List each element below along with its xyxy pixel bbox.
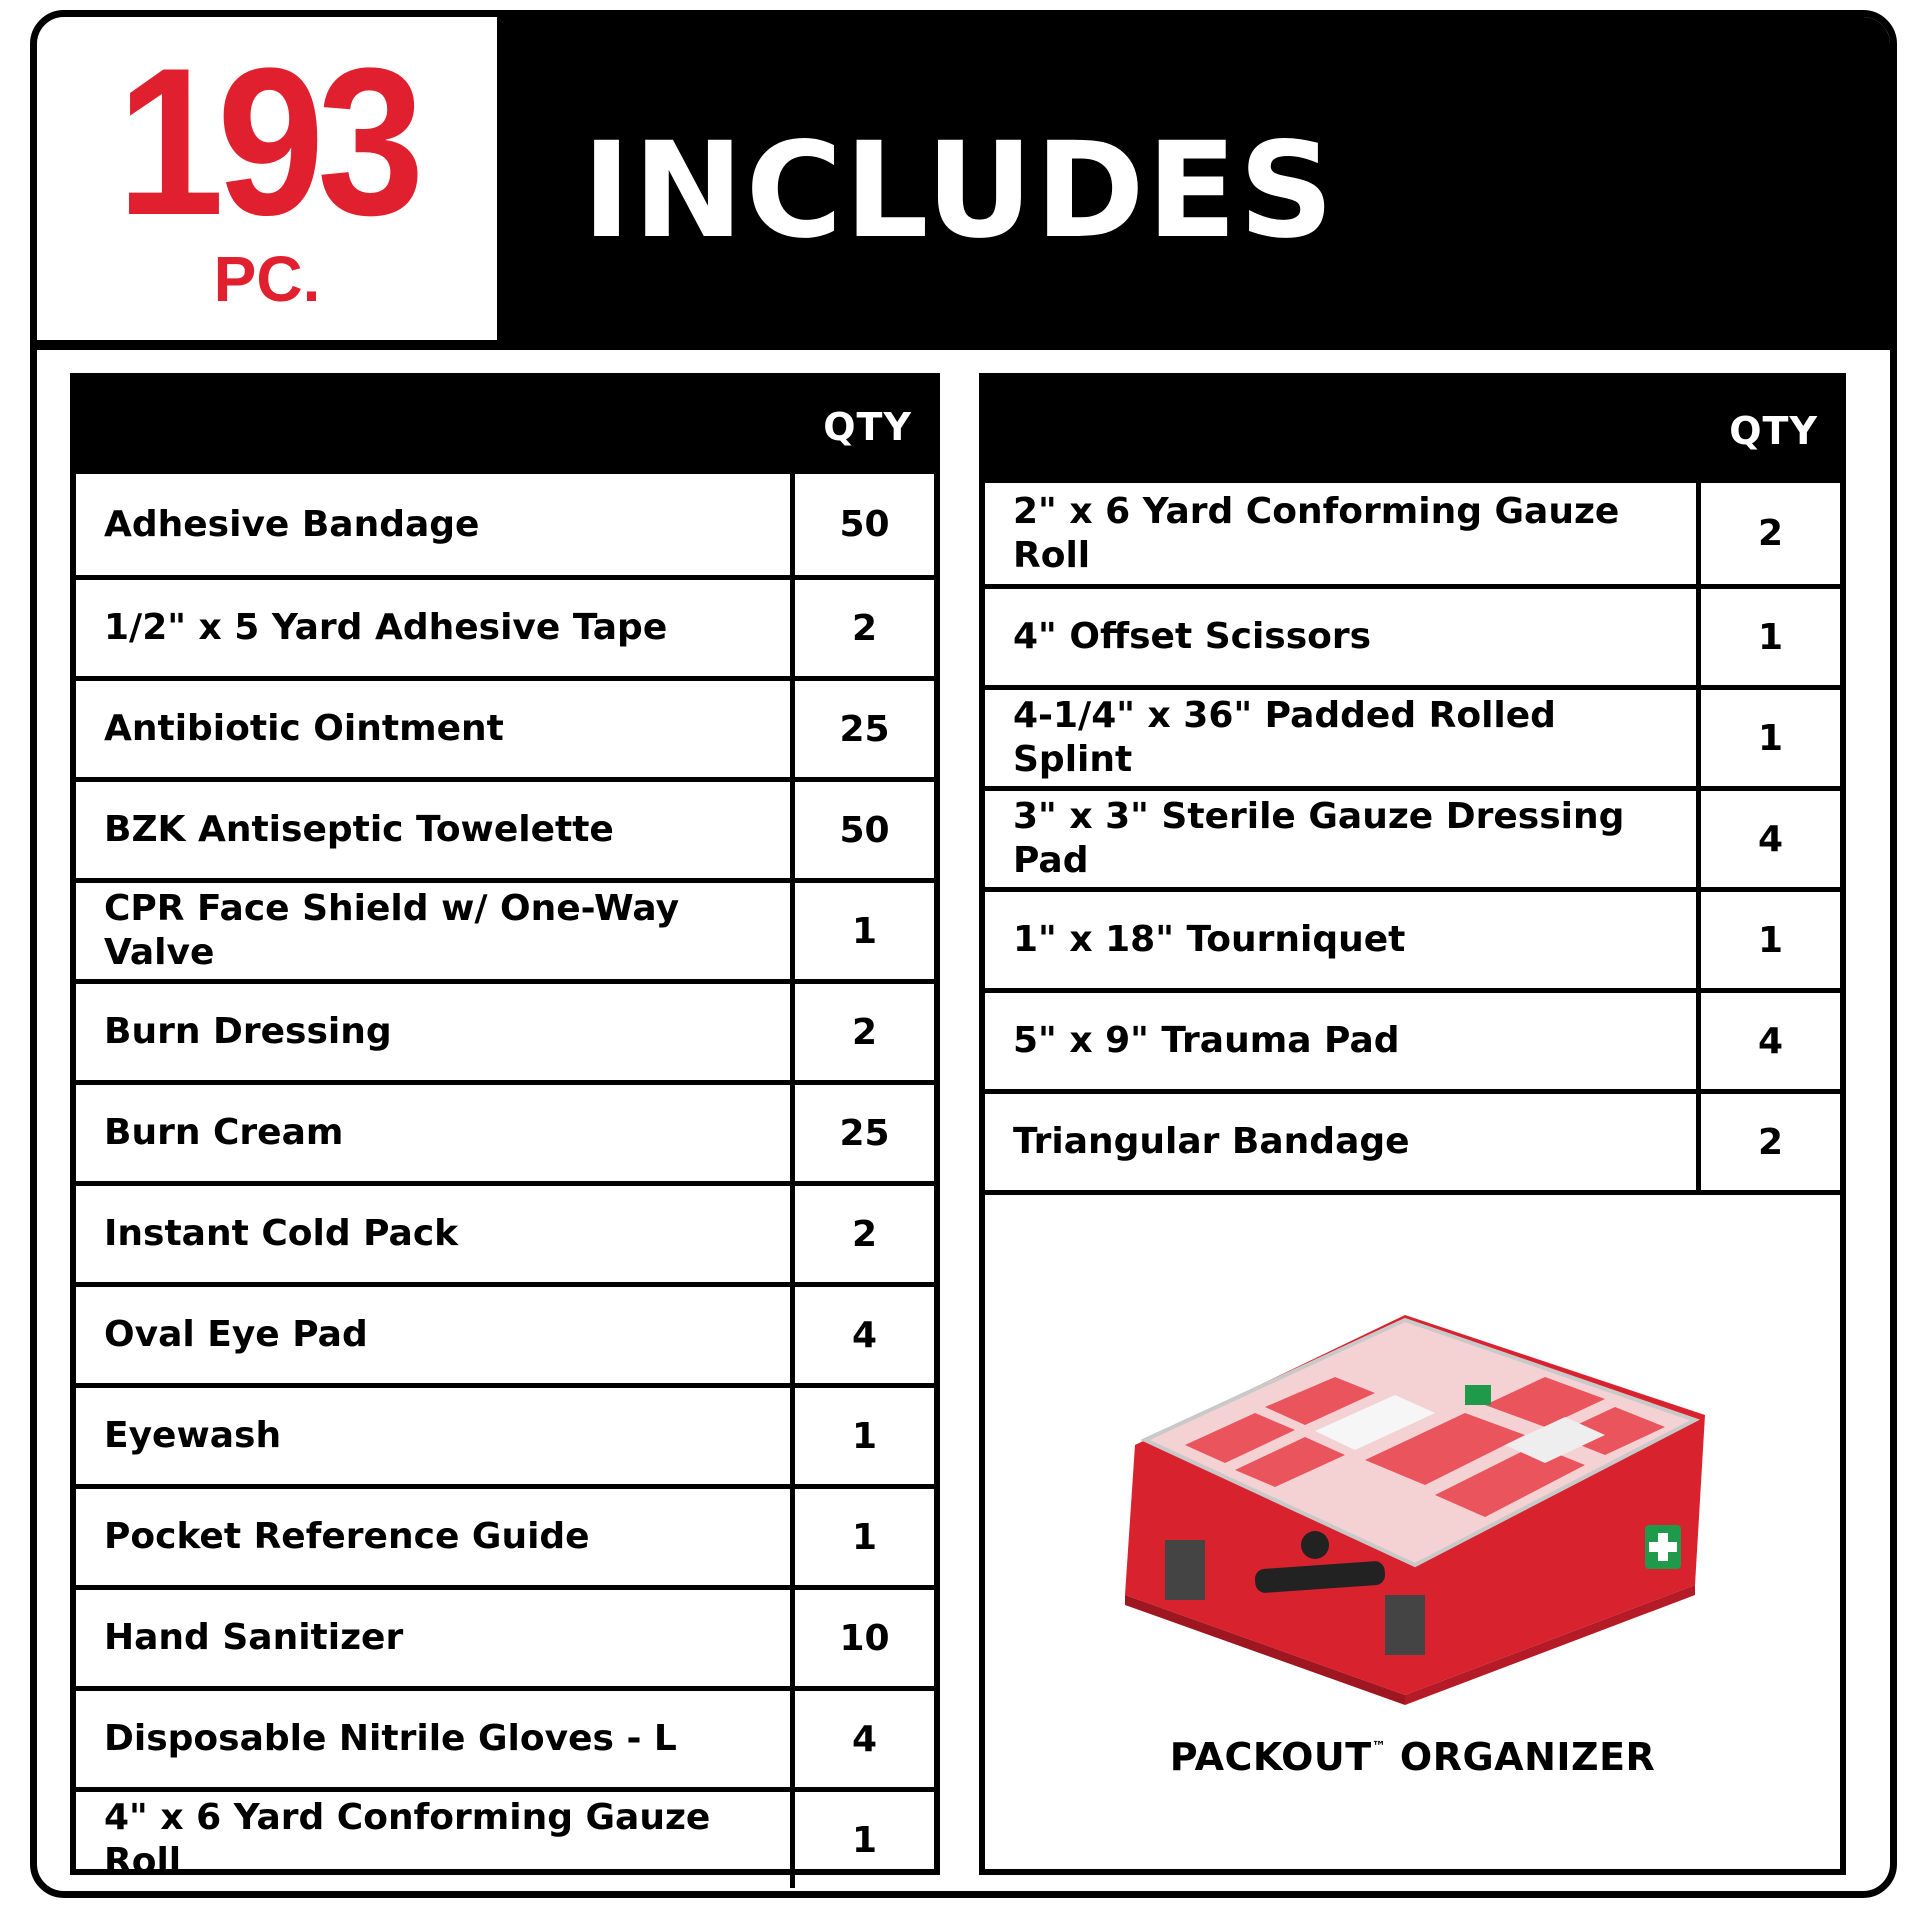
table-row bbox=[76, 474, 934, 575]
item-name: Eyewash bbox=[104, 1415, 282, 1456]
table-header bbox=[985, 379, 1840, 483]
item-qty: 4 bbox=[1696, 791, 1840, 887]
item-qty: 25 bbox=[790, 1085, 934, 1181]
item-name: Oval Eye Pad bbox=[104, 1314, 368, 1355]
item-name: Burn Cream bbox=[104, 1112, 344, 1153]
table-row bbox=[76, 1686, 934, 1787]
table-header bbox=[76, 379, 934, 474]
table-row bbox=[76, 1585, 934, 1686]
item-qty: 2 bbox=[790, 984, 934, 1080]
item-qty: 25 bbox=[790, 681, 934, 777]
product-area bbox=[985, 1190, 1840, 1886]
item-qty: 50 bbox=[790, 782, 934, 878]
table-row bbox=[985, 786, 1840, 887]
first-aid-organizer-icon bbox=[1105, 1295, 1725, 1705]
item-qty: 4 bbox=[1696, 993, 1840, 1089]
contents-table-left bbox=[70, 373, 940, 1882]
table-row bbox=[76, 979, 934, 1080]
item-name: Adhesive Bandage bbox=[104, 503, 480, 545]
item-qty: 4 bbox=[790, 1287, 934, 1383]
item-qty: 1 bbox=[790, 883, 934, 979]
piece-unit: PC. bbox=[213, 243, 321, 315]
product-label bbox=[985, 1735, 1840, 1779]
qty-header: QTY bbox=[823, 404, 912, 449]
item-qty: 1 bbox=[790, 1792, 934, 1888]
qty-header: QTY bbox=[1729, 409, 1818, 453]
item-qty: 1 bbox=[1696, 690, 1840, 786]
item-name: Disposable Nitrile Gloves - L bbox=[104, 1718, 677, 1759]
item-qty: 1 bbox=[1696, 892, 1840, 988]
trademark-symbol: ™ bbox=[1371, 1739, 1387, 1755]
table-row bbox=[76, 1080, 934, 1181]
item-name: 5" x 9" Trauma Pad bbox=[1013, 1020, 1400, 1061]
item-name: Pocket Reference Guide bbox=[104, 1516, 590, 1557]
table-body bbox=[985, 483, 1840, 1190]
item-name: 3" x 3" Sterile Gauze Dressing Pad bbox=[1013, 796, 1625, 881]
item-name: 4" x 6 Yard Conforming Gauze Roll bbox=[104, 1797, 711, 1882]
item-qty: 1 bbox=[1696, 589, 1840, 685]
table-row bbox=[985, 685, 1840, 786]
piece-count: 193 bbox=[116, 24, 418, 259]
table-row bbox=[76, 676, 934, 777]
table-row bbox=[985, 988, 1840, 1089]
page-title: INCLUDES bbox=[582, 114, 1336, 268]
table-row bbox=[76, 777, 934, 878]
table-row bbox=[985, 584, 1840, 685]
item-name: Hand Sanitizer bbox=[104, 1617, 404, 1658]
contents-table-right bbox=[979, 373, 1846, 1875]
item-name: Instant Cold Pack bbox=[104, 1213, 459, 1254]
item-name: CPR Face Shield w/ One-Way Valve bbox=[104, 888, 680, 973]
item-qty: 2 bbox=[790, 1186, 934, 1282]
table-row bbox=[76, 1484, 934, 1585]
item-name: 2" x 6 Yard Conforming Gauze Roll bbox=[1013, 490, 1620, 576]
item-name: Triangular Bandage bbox=[1013, 1121, 1410, 1162]
item-name: Burn Dressing bbox=[104, 1011, 392, 1052]
table-row bbox=[76, 1181, 934, 1282]
table-row bbox=[76, 878, 934, 979]
table-row bbox=[76, 1787, 934, 1888]
table-row bbox=[985, 887, 1840, 988]
item-qty: 50 bbox=[790, 474, 934, 575]
item-name: BZK Antiseptic Towelette bbox=[104, 809, 614, 850]
table-row bbox=[76, 575, 934, 676]
item-qty: 2 bbox=[1696, 483, 1840, 584]
table-body bbox=[76, 474, 934, 1888]
item-qty: 10 bbox=[790, 1590, 934, 1686]
table-row bbox=[985, 1089, 1840, 1190]
table-row bbox=[76, 1383, 934, 1484]
product-suffix: ORGANIZER bbox=[1386, 1735, 1656, 1779]
item-name: 1" x 18" Tourniquet bbox=[1013, 919, 1406, 960]
table-row bbox=[76, 1282, 934, 1383]
header-bar bbox=[37, 17, 1890, 350]
item-name: 4-1/4" x 36" Padded Rolled Splint bbox=[1013, 695, 1556, 780]
item-qty: 2 bbox=[1696, 1094, 1840, 1190]
item-name: 1/2" x 5 Yard Adhesive Tape bbox=[104, 607, 668, 648]
piece-count-box bbox=[37, 17, 497, 340]
item-name: 4" Offset Scissors bbox=[1013, 616, 1372, 657]
item-name: Antibiotic Ointment bbox=[104, 708, 504, 749]
product-name: PACKOUT bbox=[1169, 1735, 1372, 1779]
item-qty: 1 bbox=[790, 1489, 934, 1585]
table-row bbox=[985, 483, 1840, 584]
item-qty: 2 bbox=[790, 580, 934, 676]
item-qty: 4 bbox=[790, 1691, 934, 1787]
item-qty: 1 bbox=[790, 1388, 934, 1484]
